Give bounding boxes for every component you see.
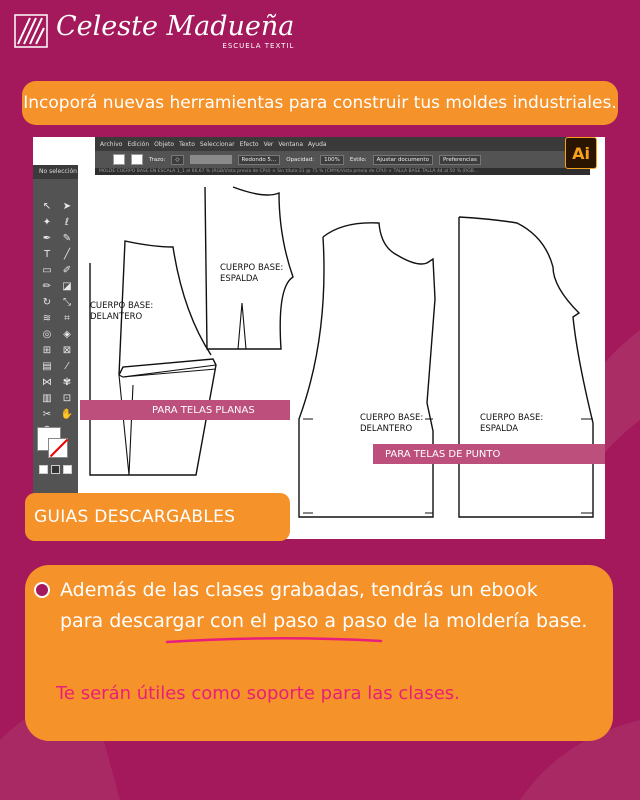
stroke-width-field[interactable]: ◇ bbox=[171, 155, 183, 165]
live-paint-tool-icon[interactable]: ◈ bbox=[63, 329, 71, 340]
logo-name: Celeste Madueña bbox=[56, 11, 295, 42]
shaper-tool-icon[interactable]: ✏ bbox=[42, 281, 52, 292]
guias-descargables-badge: GUIAS DESCARGABLES bbox=[25, 493, 290, 541]
graph-tool-icon[interactable]: ▥ bbox=[42, 393, 52, 404]
panel-title: No selección bbox=[33, 165, 78, 179]
info-card bbox=[25, 565, 613, 741]
blend-tool-icon[interactable]: ⋈ bbox=[42, 377, 52, 388]
warp-tool-icon[interactable]: ≋ bbox=[42, 313, 52, 324]
tools-panel bbox=[33, 165, 78, 495]
brand-logo bbox=[14, 12, 294, 50]
card-line-1: Además de las clases grabadas, tendrás un ebook bbox=[60, 579, 538, 601]
front-knit-pattern bbox=[299, 223, 435, 517]
gradient-mode-button[interactable] bbox=[51, 465, 60, 474]
pattern-drawings bbox=[33, 137, 605, 539]
shape-builder-tool-icon[interactable]: ◎ bbox=[42, 329, 52, 340]
illustrator-canvas bbox=[33, 137, 605, 539]
eyedropper-tool-icon[interactable]: ⁄ bbox=[66, 361, 68, 372]
menu-item[interactable]: Ver bbox=[263, 140, 274, 148]
type-tool-icon[interactable]: T bbox=[43, 249, 51, 260]
label-front-woven: CUERPO BASE: DELANTERO bbox=[90, 301, 154, 322]
line-tool-icon[interactable]: ╱ bbox=[63, 249, 71, 260]
opacity-field[interactable]: 100% bbox=[320, 155, 344, 165]
symbol-sprayer-tool-icon[interactable]: ✾ bbox=[62, 377, 72, 388]
highlight-underline bbox=[165, 634, 385, 646]
menu-item[interactable]: Seleccionar bbox=[199, 140, 235, 148]
front-woven-dart bbox=[119, 365, 216, 475]
free-transform-tool-icon[interactable]: ⌗ bbox=[64, 313, 70, 324]
card-line-2: para descargar con el paso a paso de la moldería base. bbox=[60, 610, 588, 632]
pen-tool-icon[interactable]: ✒ bbox=[42, 233, 52, 244]
card-footnote: Te serán útiles como soporte para las clases. bbox=[56, 683, 460, 704]
style-label: Estilo: bbox=[349, 156, 367, 163]
rectangle-tool-icon[interactable]: ▭ bbox=[42, 265, 52, 276]
color-mode-button[interactable] bbox=[39, 465, 48, 474]
gradient-tool-icon[interactable]: ▤ bbox=[42, 361, 52, 372]
eraser-tool-icon[interactable]: ◪ bbox=[62, 281, 72, 292]
none-mode-button[interactable] bbox=[63, 465, 72, 474]
menu-item[interactable]: Efecto bbox=[239, 140, 259, 148]
slice-tool-icon[interactable]: ✂ bbox=[42, 409, 52, 420]
menu-item[interactable]: Objeto bbox=[154, 140, 175, 148]
logo-mark-icon bbox=[14, 14, 48, 48]
logo-subtitle: ESCUELA TEXTIL bbox=[222, 42, 295, 50]
menu-item[interactable]: Texto bbox=[179, 140, 195, 148]
illustrator-logo-icon: Ai bbox=[565, 137, 597, 169]
artboard-tool-icon[interactable]: ⊡ bbox=[62, 393, 72, 404]
front-woven-pattern bbox=[90, 241, 216, 475]
lasso-tool-icon[interactable]: ℓ bbox=[64, 217, 70, 228]
bullet-icon bbox=[34, 582, 50, 598]
menu-item[interactable]: Edición bbox=[127, 140, 150, 148]
selection-tool-icon[interactable]: ↖ bbox=[42, 201, 52, 212]
rotate-tool-icon[interactable]: ↻ bbox=[42, 297, 52, 308]
fill-stroke-widget[interactable] bbox=[37, 427, 73, 457]
label-back-knit: CUERPO BASE: ESPALDA bbox=[480, 413, 544, 434]
woven-band: PARA TELAS PLANAS bbox=[80, 400, 290, 420]
curvature-tool-icon[interactable]: ✎ bbox=[62, 233, 72, 244]
hand-tool-icon[interactable]: ✋ bbox=[60, 409, 74, 420]
mesh-tool-icon[interactable]: ⊠ bbox=[62, 345, 72, 356]
label-front-knit: CUERPO BASE: DELANTERO bbox=[360, 413, 424, 434]
perspective-grid-tool-icon[interactable]: ⊞ bbox=[42, 345, 52, 356]
document-setup-button[interactable]: Ajustar documento bbox=[373, 155, 433, 165]
document-tabs[interactable]: MOLDE CUERPO BASE EN ESCALA 1_1 al 66,67 % (RGB/Vista previa de CPU) × Sin título-31 @ 75 % (CMYK/Vista previa de CPU) × TALLA BASE TALLA 44 al 50 % (RGB... bbox=[95, 168, 590, 175]
menu-item[interactable]: Ventana bbox=[278, 140, 304, 148]
top-banner: Incoporá nuevas herramientas para construir tus moldes industriales. bbox=[22, 81, 618, 125]
preferences-button[interactable]: Preferencias bbox=[439, 155, 481, 165]
menu-item[interactable]: Ayuda bbox=[308, 140, 327, 148]
trazo-label: Trazo: bbox=[149, 156, 166, 163]
brush-select[interactable]: Redondo 5... bbox=[238, 155, 281, 165]
paintbrush-tool-icon[interactable]: ✐ bbox=[62, 265, 72, 276]
opacity-label: Opacidad: bbox=[286, 156, 315, 163]
back-knit-pattern bbox=[459, 217, 593, 517]
magic-wand-tool-icon[interactable]: ✦ bbox=[42, 217, 52, 228]
stroke-color-swatch[interactable] bbox=[48, 438, 68, 458]
knit-band: PARA TELAS DE PUNTO bbox=[373, 444, 605, 464]
scale-tool-icon[interactable]: ⤡ bbox=[63, 297, 71, 308]
direct-selection-tool-icon[interactable]: ➤ bbox=[62, 201, 72, 212]
label-back-woven: CUERPO BASE: ESPALDA bbox=[220, 263, 284, 284]
menu-item[interactable]: Archivo bbox=[100, 140, 123, 148]
back-woven-dart bbox=[238, 303, 246, 349]
